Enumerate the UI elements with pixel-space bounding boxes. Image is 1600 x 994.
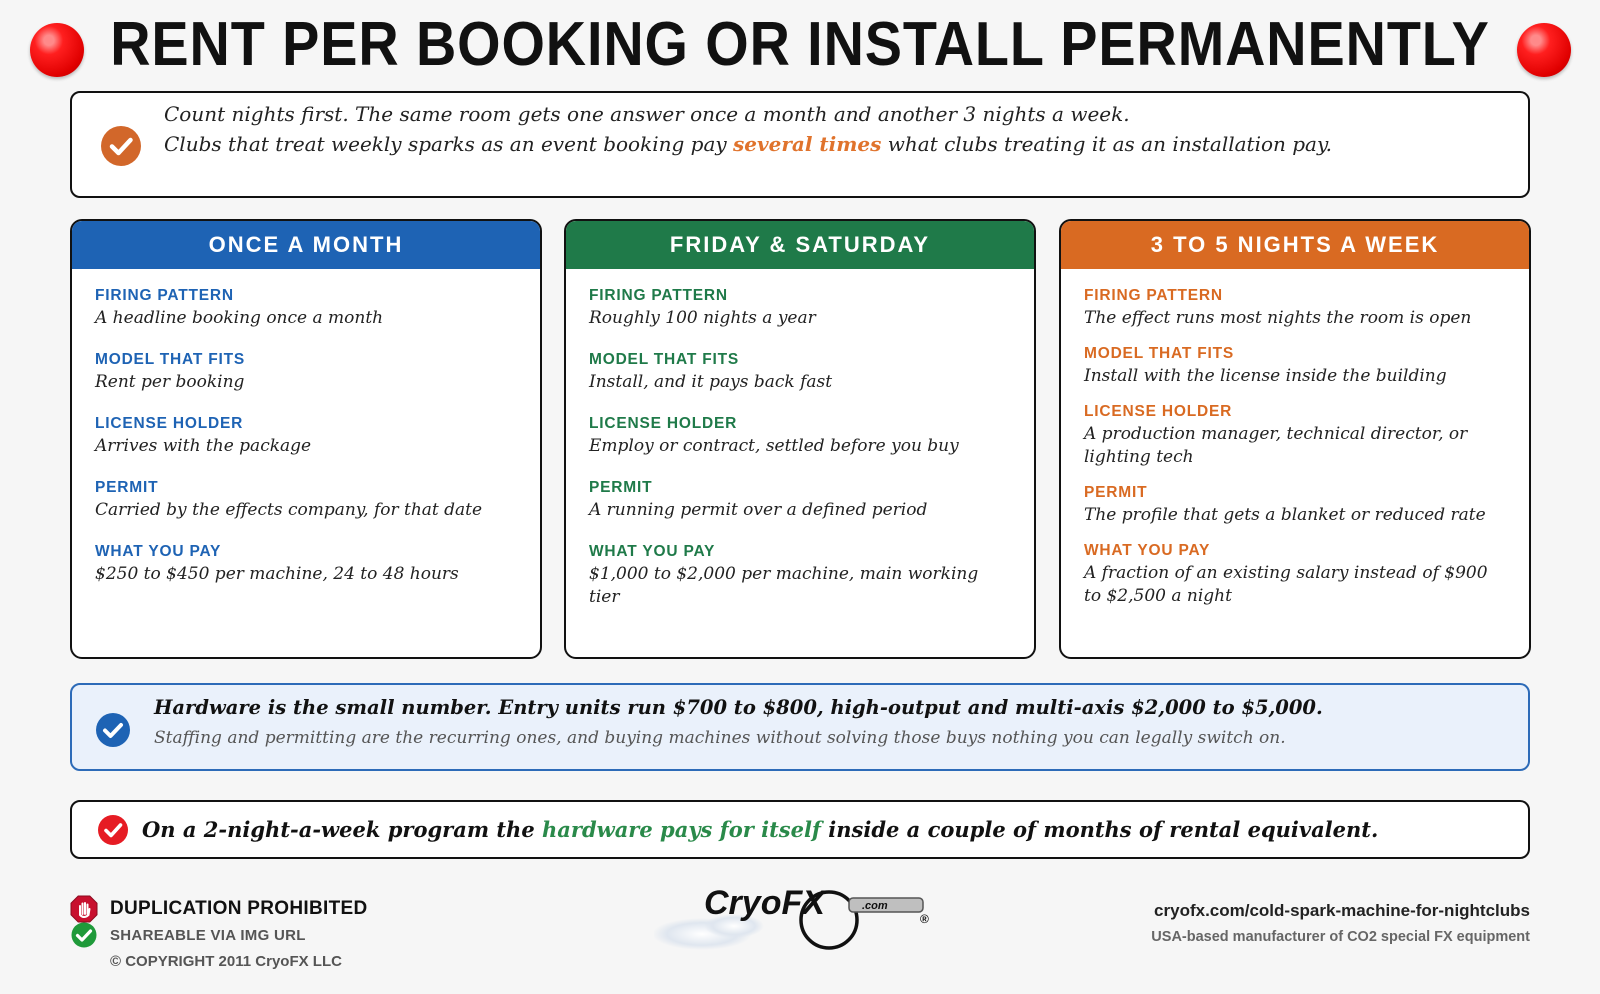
section-value: Carried by the effects company, for that date	[95, 500, 483, 520]
card-section	[589, 285, 1011, 330]
section-label: MODEL THAT FITS	[95, 351, 246, 368]
section-value: $1,000 to $2,000 per machine, main working tier	[589, 564, 979, 607]
card-header: ONCE A MONTH	[72, 221, 540, 269]
intro-line-2-pre: Clubs that treat weekly sparks as an event booking pay	[164, 132, 734, 156]
card-header: 3 TO 5 NIGHTS A WEEK	[1061, 221, 1529, 269]
card-section	[589, 541, 1011, 609]
copyright: © COPYRIGHT 2011 CryoFX LLC	[110, 952, 342, 970]
intro-box	[70, 91, 1530, 198]
card-section	[589, 349, 1011, 394]
card-section	[1084, 285, 1506, 330]
red-pin-icon-right	[1517, 23, 1571, 77]
section-label: MODEL THAT FITS	[1084, 345, 1235, 362]
payback-pre: On a 2-night-a-week program the	[142, 817, 542, 842]
card-section	[1084, 401, 1506, 469]
red-pin-icon-left	[30, 23, 84, 77]
section-value: A running permit over a defined period	[589, 500, 928, 520]
section-label: LICENSE HOLDER	[95, 415, 244, 432]
card-section	[95, 541, 517, 586]
section-value: $250 to $450 per machine, 24 to 48 hours	[95, 564, 459, 584]
section-value: Install, and it pays back fast	[589, 372, 833, 392]
section-value: Roughly 100 nights a year	[589, 308, 816, 328]
section-value: Install with the license inside the building	[1084, 366, 1447, 386]
section-label: WHAT YOU PAY	[589, 543, 716, 560]
card-section	[1084, 482, 1506, 527]
logo-sub: .com	[862, 900, 888, 912]
stop-hand-icon	[70, 895, 98, 923]
shareable-note: SHAREABLE VIA IMG URL	[110, 926, 306, 944]
card-once-a-month	[70, 219, 542, 659]
card-header: FRIDAY & SATURDAY	[566, 221, 1034, 269]
section-value: The profile that gets a blanket or reduced rate	[1084, 505, 1486, 525]
section-value: A headline booking once a month	[95, 308, 384, 328]
check-circle-icon	[70, 921, 98, 949]
section-label: FIRING PATTERN	[95, 287, 234, 304]
section-label: PERMIT	[1084, 484, 1148, 501]
intro-text	[164, 99, 1508, 159]
section-value: A fraction of an existing salary instead of $900 to $2,500 a night	[1084, 563, 1488, 606]
card-3-to-5-nights	[1059, 219, 1531, 659]
section-value: A production manager, technical director, or lighting tech	[1084, 424, 1468, 467]
section-label: PERMIT	[95, 479, 159, 496]
footer-notices	[70, 896, 367, 974]
card-section	[95, 349, 517, 394]
intro-line-1: Count nights first. The same room gets one answer once a month and another 3 nights a week.	[164, 102, 1130, 126]
card-section	[1084, 540, 1506, 608]
payback-highlight: hardware pays for itself	[542, 817, 821, 842]
card-section	[1084, 343, 1506, 388]
footer-brand	[1151, 898, 1530, 950]
hardware-line-1: Hardware is the small number. Entry units run $700 to $800, high-output and multi-axis $2,000 to $5,000.	[154, 696, 1323, 719]
section-label: WHAT YOU PAY	[1084, 542, 1211, 559]
payback-text	[142, 814, 1378, 846]
card-section	[95, 285, 517, 330]
section-label: LICENSE HOLDER	[1084, 403, 1233, 420]
duplication-prohibited: DUPLICATION PROHIBITED	[110, 898, 368, 919]
section-label: LICENSE HOLDER	[589, 415, 738, 432]
card-section	[95, 477, 517, 522]
svg-text:®: ®	[920, 912, 929, 926]
section-value: Rent per booking	[95, 372, 245, 392]
page-title: RENT PER BOOKING OR INSTALL PERMANENTLY	[110, 10, 1490, 79]
card-section	[95, 413, 517, 458]
logo-text: CryoFX	[704, 884, 825, 922]
section-label: FIRING PATTERN	[1084, 287, 1223, 304]
cryofx-logo	[654, 878, 954, 978]
check-circle-icon	[98, 815, 128, 845]
source-url[interactable]: cryofx.com/cold-spark-machine-for-nightclubs	[1154, 901, 1530, 920]
section-value: Employ or contract, settled before you buy	[589, 436, 959, 456]
section-label: WHAT YOU PAY	[95, 543, 222, 560]
section-label: MODEL THAT FITS	[589, 351, 740, 368]
tagline: USA-based manufacturer of CO2 special FX equipment	[1151, 929, 1530, 945]
hardware-line-2: Staffing and permitting are the recurring ones, and buying machines without solving those buys nothing you can legally switch on.	[154, 728, 1286, 748]
card-section	[589, 477, 1011, 522]
intro-line-2-post: what clubs treating it as an installation pay.	[881, 132, 1332, 156]
check-circle-icon	[101, 126, 141, 166]
card-section	[589, 413, 1011, 458]
section-label: FIRING PATTERN	[589, 287, 728, 304]
card-friday-saturday	[564, 219, 1036, 659]
intro-highlight: several times	[733, 132, 882, 156]
section-label: PERMIT	[589, 479, 653, 496]
intro-line-2	[164, 129, 1508, 159]
payback-post: inside a couple of months of rental equivalent.	[820, 817, 1379, 842]
hardware-note	[70, 683, 1530, 771]
payback-note	[70, 800, 1530, 859]
section-value: Arrives with the package	[95, 436, 312, 456]
check-circle-icon	[96, 713, 130, 747]
section-value: The effect runs most nights the room is open	[1084, 308, 1472, 328]
